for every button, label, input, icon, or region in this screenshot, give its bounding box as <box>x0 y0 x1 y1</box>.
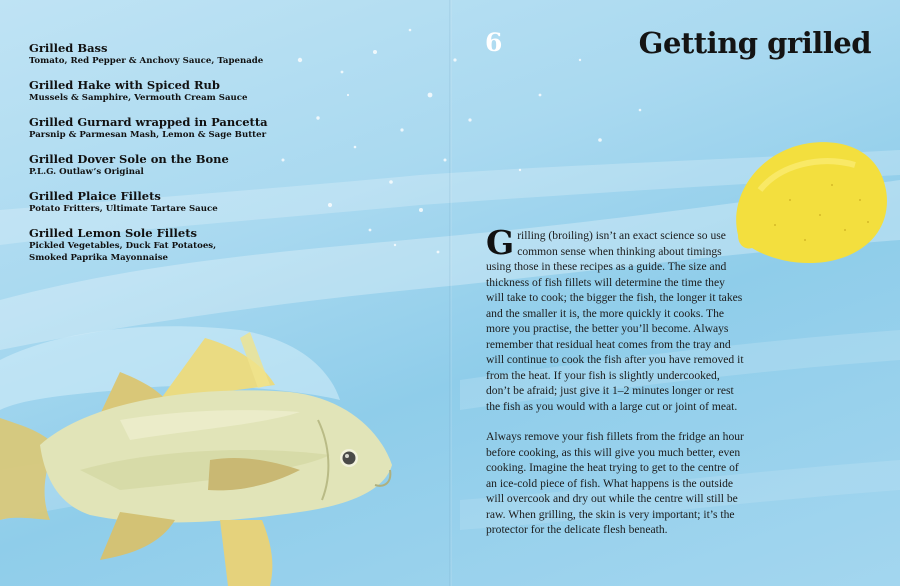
chapter-number: 6 <box>485 28 503 57</box>
recipe-title: Grilled Lemon Sole Fillets <box>29 226 197 240</box>
drop-cap: G <box>486 223 515 262</box>
recipe-subtitle: Smoked Paprika Mayonnaise <box>29 253 169 263</box>
recipe-subtitle: P.L.G. Outlaw’s Original <box>29 167 144 177</box>
recipe-title: Grilled Hake with Spiced Rub <box>29 78 220 92</box>
recipe-item <box>29 189 359 215</box>
recipe-title: Grilled Plaice Fillets <box>29 189 161 203</box>
recipe-title: Grilled Gurnard wrapped in Pancetta <box>29 115 268 129</box>
chapter-title: Getting grilled <box>638 26 871 60</box>
recipe-subtitle: Pickled Vegetables, Duck Fat Potatoes, <box>29 241 217 251</box>
recipe-item <box>29 226 359 264</box>
recipe-item <box>29 152 359 178</box>
recipe-item <box>29 41 359 67</box>
recipe-subtitle: Mussels & Samphire, Vermouth Cream Sauce <box>29 93 248 103</box>
recipe-subtitle: Tomato, Red Pepper & Anchovy Sauce, Tapenade <box>29 56 264 66</box>
recipe-title: Grilled Dover Sole on the Bone <box>29 152 229 166</box>
paragraph-1 <box>486 223 744 414</box>
recipe-item <box>29 115 359 141</box>
recipe-item <box>29 78 359 104</box>
recipe-list <box>29 41 359 275</box>
body-text <box>486 223 744 553</box>
paragraph-2: Always remove your fish fillets from the fridge an hour before cooking, as this will give you much better, even cooking. Imagine the heat trying to get to the centre of an ice-cold piece of fish. What happens is the outside will overcook and dry out while the centre will still be raw. When grilling, the skin is very important; it’s the protector for the delicate flesh beneath. <box>486 430 744 536</box>
recipe-subtitle: Parsnip & Parmesan Mash, Lemon & Sage Butter <box>29 130 267 140</box>
paragraph-1-text: rilling (broiling) isn’t an exact science so use common sense when thinking about timings using those in these recipes as a guide. The size and thickness of fish fillets will determine the time they will take to cook; the bigger the fish, the longer it takes and the smaller it is, the more quickly it cooks. The more you practise, the better you’ll become. Always remember that residual heat comes from the tray and will continue to cook the fish after you have removed it from the heat. If your fish is slightly undercooked, don’t be afraid; just give it 1–2 minutes longer or rest the fish as you would with a large cut or joint of meat. <box>486 229 744 413</box>
recipe-subtitle: Potato Fritters, Ultimate Tartare Sauce <box>29 204 218 214</box>
recipe-title: Grilled Bass <box>29 41 108 55</box>
